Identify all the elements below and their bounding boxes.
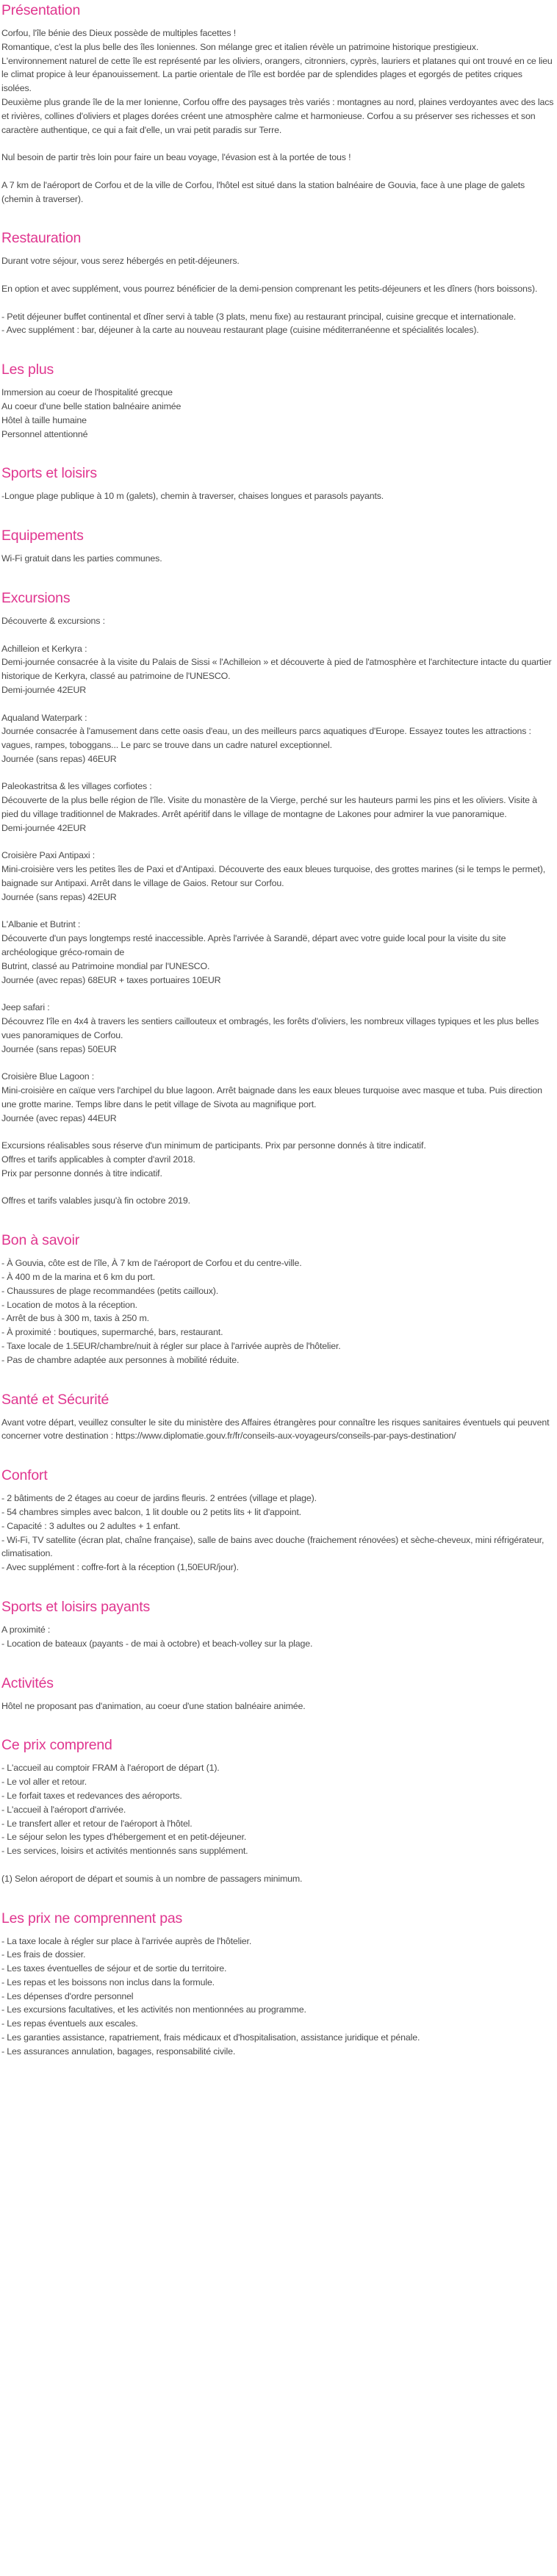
paragraph: Wi-Fi gratuit dans les parties communes. [1, 553, 162, 564]
section-spacer [1, 337, 554, 361]
paragraph-gap [1, 137, 554, 151]
section-title: Excursions [1, 589, 71, 606]
paragraph: Croisière Paxi Antipaxi : Mini-croisière vers les petites îles de Paxi et d'Antipaxi. Découverte des eaux bleues turquoise, des grottes marines (si le temps le permet), baignade sur Antipaxi. Arrêt dans le village de Gaios. Retour sur Corfou. Journée (sans repas) 42EUR [1, 850, 545, 902]
paragraph-gap [1, 835, 554, 849]
paragraph: Offres et tarifs valables jusqu'à fin octobre 2019. [1, 1195, 190, 1206]
paragraph: Paleokastritsa & les villages corfiotes : Découverte de la plus belle région de l'île. Visite du monastère de la Vierge, perché sur les hauteurs parmi les pins et les oliviers. Visite à pied du village traditionnel de Makrades. Arrêt apéritif dans le village de montagne de Lakones pour admirer la vue panoramique. Demi-journée 42EUR [1, 781, 537, 833]
section [1, 1910, 554, 2082]
section-spacer [1, 206, 554, 229]
section [1, 1736, 554, 1909]
section-spacer [1, 1575, 554, 1598]
section [1, 361, 554, 464]
paragraph: Avant votre départ, veuillez consulter le site du ministère des Affaires étrangères pour connaître les risques sanitaires éventuels qui peuvent concerner votre destination : https://www.diplomatie.gouv.fr/fr/conseils-aux-voyageurs/conseils-par-pays-destination/ [1, 1417, 552, 1442]
paragraph: Achilleion et Kerkyra : Demi-journée consacrée à la visite du Palais de Sissi « l'Achilleion » et découverte à pied de l'atmosphère et l'architecture intacte du quartier historique de Kerkyra, classé au patrimoine de l'UNESCO. Demi-journée 42EUR [1, 643, 552, 695]
section-spacer [1, 441, 554, 464]
section-spacer [1, 1208, 554, 1231]
section-title: Sports et loisirs payants [1, 1598, 151, 1615]
section-title: Activités [1, 1674, 54, 1691]
section-spacer [1, 1367, 554, 1391]
paragraph-gap [1, 628, 554, 642]
paragraph: A 7 km de l'aéroport de Corfou et de la ville de Corfou, l'hôtel est situé dans la station balnéaire de Gouvia, face à une plage de galets (chemin à traverser). [1, 179, 528, 204]
paragraph: (1) Selon aéroport de départ et soumis à un nombre de passagers minimum. [1, 1873, 303, 1884]
section-spacer [1, 566, 554, 589]
section [1, 1391, 554, 1467]
section-spacer [1, 1443, 554, 1467]
section-title: Restauration [1, 230, 82, 247]
section [1, 1598, 554, 1674]
section-title: Bon à savoir [1, 1232, 79, 1249]
section-title: Les prix ne comprennent pas [1, 1910, 183, 1926]
section-title: Présentation [1, 2, 81, 18]
section [1, 1231, 554, 1390]
section [1, 464, 554, 527]
paragraph: Nul besoin de partir très loin pour faire un beau voyage, l'évasion est à la portée de tous ! [1, 152, 351, 163]
paragraph: Durant votre séjour, vous serez hébergés en petit-déjeuners. [1, 256, 240, 267]
paragraph: Corfou, l'île bénie des Dieux possède de multiples facettes ! Romantique, c'est la plus belle des îles Ioniennes. Son mélange grec et italien révèle un patrimoine historique prestigieux. L'environnement naturel de cette île est représenté par les oliviers, orangers, citronniers, cyprès, lauriers et platanes qui ont trouvé en ce lieu le climat propice à leur épanouissement. La partie orientale de l'île est bordée par de splendides plages et egorgés de petites criques isolées. Deuxième plus grande île de la mer Ionienne, Corfou offre des paysages très variés : montagnes au nord, plaines verdoyantes avec des lacs et rivières, collines d'oliviers et plages dorées créent une atmosphère calme et harmonieuse. Corfou a su préserver ses richesses et son caractère authentique, ce qui a fait d'elle, un vrai petit paradis sur Terre. [1, 28, 554, 135]
section-spacer [1, 1886, 554, 1910]
paragraph: Immersion au coeur de l'hospitalité grecque Au coeur d'une belle station balnéaire animée Hôtel à taille humaine Personnel attentionné [1, 387, 182, 439]
paragraph-gap [1, 697, 554, 711]
section [1, 527, 554, 589]
section-title: Santé et Sécurité [1, 1391, 109, 1408]
section-title: Equipements [1, 528, 84, 544]
paragraph: - L'accueil au comptoir FRAM à l'aéroport de départ (1). - Le vol aller et retour. - Le forfait taxes et redevances des aéroports. - L'accueil à l'aéroport d'arrivée. - Le transfert aller et retour de l'aéroport à l'hôtel. - Le séjour selon les types d'hébergement et en petit-déjeuner. - Les services, loisirs et activités mentionnés sans supplément. [1, 1763, 248, 1857]
paragraph: - 2 bâtiments de 2 étages au coeur de jardins fleuris. 2 entrées (village et plage). - 54 chambres simples avec balcon, 1 lit double ou 2 petits lits + lit d'appoint. - Capacité : 3 adultes ou 2 adultes + 1 enfant. - Wi-Fi, TV satellite (écran plat, chaîne française), salle de bains avec douche (fraichement rénovées) et sèche-cheveux, mini réfrigérateur, climatisation. - Avec supplément : coffre-fort à la réception (1,50EUR/jour). [1, 1493, 545, 1573]
section-title: Confort [1, 1467, 48, 1484]
paragraph: Jeep safari : Découvrez l'île en 4x4 à travers les sentiers caillouteux et ombragés, les forêts d'oliviers, les nombreux villages typiques et les plus belles vues panoramiques de Corfou. Journée (sans repas) 50EUR [1, 1002, 539, 1054]
section [1, 229, 554, 361]
paragraph-gap [1, 1056, 554, 1070]
section [1, 589, 554, 1231]
paragraph-gap [1, 1858, 554, 1872]
paragraph: Découverte & excursions : [1, 615, 105, 626]
paragraph: - La taxe locale à régler sur place à l'arrivée auprès de l'hôtelier. - Les frais de dossier. - Les taxes éventuelles de séjour et de sortie du territoire. - Les repas et les boissons non inclus dans la formule. - Les dépenses d'ordre personnel - Les excursions facultatives, et les activités non mentionnées au programme. - Les repas éventuels aux escales. - Les garanties assistance, rapatriement, frais médicaux et d'hospitalisation, assistance juridique et pénale. - Les assurances annulation, bagages, responsabilité civile. [1, 1935, 420, 2057]
paragraph: Hôtel ne proposant pas d'animation, au coeur d'une station balnéaire animée. [1, 1700, 306, 1711]
paragraph: - À Gouvia, côte est de l'île, À 7 km de l'aéroport de Corfou et du centre-ville. - À 400 m de la marina et 6 km du port. - Chaussures de plage recommandées (petits cailloux). - Location de motos à la réception. - Arrêt de bus à 300 m, taxis à 250 m. - À proximité : boutiques, supermarché, bars, restaurant. - Taxe locale de 1.5EUR/chambre/nuit à régler sur place à l'arrivée auprès de l'hôtelier. - Pas de chambre adaptée aux personnes à mobilité réduite. [1, 1258, 341, 1365]
paragraph-gap [1, 268, 554, 282]
paragraph: - Petit déjeuner buffet continental et dîner servi à table (3 plats, menu fixe) au restaurant principal, cuisine grecque et internationale. - Avec supplément : bar, déjeuner à la carte au nouveau restaurant plage (cuisine méditerranéenne et spécialités locales). [1, 311, 517, 336]
paragraph: L'Albanie et Butrint : Découverte d'un pays longtemps resté inaccessible. Après l'arrivée à Sarandë, départ avec votre guide local pour la visite du site archéologique gréco-romain de Butrint, classé au Patrimoine mondial par l'UNESCO. Journée (avec repas) 68EUR + taxes portuaires 10EUR [1, 919, 506, 985]
section-spacer [1, 2059, 554, 2082]
paragraph-gap [1, 1181, 554, 1195]
paragraph-gap [1, 165, 554, 179]
paragraph: Croisière Blue Lagoon : Mini-croisière en caïque vers l'archipel du blue lagoon. Arrêt baignade dans les eaux bleues turquoise avec masque et tuba. Puis direction une grotte marine. Temps libre dans le petit village de Sivota au magnifique port. Journée (avec repas) 44EUR [1, 1071, 542, 1123]
paragraph: -Longue plage publique à 10 m (galets), chemin à traverser, chaises longues et parasols payants. [1, 491, 384, 502]
section [1, 1467, 554, 1598]
paragraph: Excursions réalisables sous réserve d'un minimum de participants. Prix par personne donnés à titre indicatif. Offres et tarifs applicables à compter d'avril 2018. Prix par personne donnés à titre indicatif. [1, 1140, 426, 1179]
paragraph-gap [1, 1125, 554, 1139]
section-title: Les plus [1, 361, 54, 378]
paragraph-gap [1, 904, 554, 918]
paragraph: A proximité : - Location de bateaux (payants - de mai à octobre) et beach-volley sur la plage. [1, 1624, 313, 1649]
paragraph-gap [1, 766, 554, 780]
section-title: Ce prix comprend [1, 1737, 112, 1754]
section-spacer [1, 503, 554, 527]
paragraph: Aqualand Waterpark : Journée consacrée à l'amusement dans cette oasis d'eau, un des meilleurs parcs aquatiques d'Europe. Essayez toutes les attractions : vagues, rampes, toboggans... Le parc se trouve dans un cadre naturel exceptionnel. Journée (sans repas) 46EUR [1, 712, 531, 764]
paragraph-gap [1, 987, 554, 1001]
paragraph-gap [1, 296, 554, 310]
section-spacer [1, 1651, 554, 1674]
section-spacer [1, 1713, 554, 1736]
paragraph: En option et avec supplément, vous pourrez bénéficier de la demi-pension comprenant les petits-déjeuners et les dîners (hors boissons). [1, 283, 538, 294]
section [1, 1674, 554, 1737]
section-title: Sports et loisirs [1, 465, 97, 482]
section [1, 1, 554, 229]
